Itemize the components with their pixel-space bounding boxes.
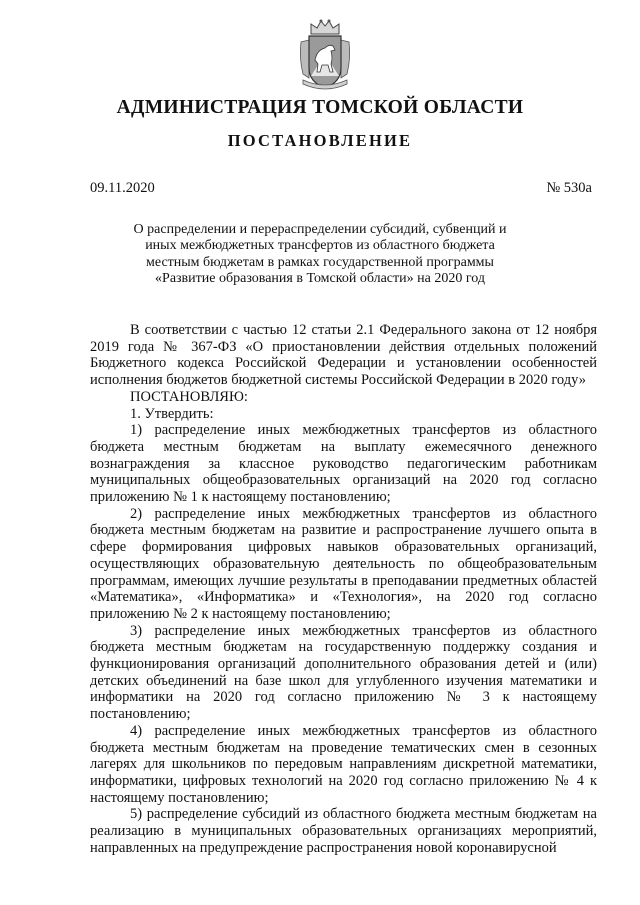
decree-word: ПОСТАНОВЛЯЮ: bbox=[130, 388, 248, 405]
coat-of-arms-icon bbox=[297, 18, 353, 92]
item-1-paragraph: 1. Утвердить: bbox=[130, 405, 214, 422]
subitem-2-paragraph: 2) распределение иных межбюджетных трансфертов из областного бюджета местным бюджетам на развитие и распространение лучшего опыта в сфере формирования цифровых навыков образовательных организаций, осуществляющих образовательную деятельность по общеобразовательным программам, имеющих лучшие результаты в преподавании предметных областей «Математика», «Информатика» и «Технология», на 2020 год согласно приложению № 2 к настоящему постановлению; bbox=[90, 505, 597, 622]
preamble-paragraph: В соответствии с частью 12 статьи 2.1 Федерального закона от 12 ноября 2019 года № 367-ФЗ «О приостановлении действия отдельных положений Бюджетного кодекса Российской Федерации и установлении особенностей исполнения бюджетов бюджетной системы Российской Федерации в 2020 году» bbox=[90, 322, 597, 389]
organization-title: АДМИНИСТРАЦИЯ ТОМСКОЙ ОБЛАСТИ bbox=[116, 97, 524, 118]
subitem-5-paragraph: 5) распределение субсидий из областного бюджета местным бюджетам на реализацию в муниципальных образовательных организациях мероприятий, направленных на предупреждение распространения новой коронавирусной bbox=[90, 806, 597, 856]
document-type: ПОСТАНОВЛЕНИЕ bbox=[227, 131, 413, 150]
subitem-3-paragraph: 3) распределение иных межбюджетных трансфертов из областного бюджета местным бюджетам на государственную поддержку создания и функционирования организаций дополнительного образования детей и (или) детских объединений на базе школ для углубленного изучения математики и информатики на 2020 год согласно приложению № 3 к настоящему постановлению; bbox=[90, 622, 597, 723]
subitem-4-paragraph: 4) распределение иных межбюджетных трансфертов из областного бюджета местным бюджетам на проведение тематических смен в сезонных лагерях для школьников по передовым направлениям дискретной математики, информатики, цифровых технологий на 2020 год согласно приложению № 4 к настоящему постановлению; bbox=[90, 722, 597, 806]
document-subject: О распределении и перераспределении субсидий, субвенций и иных межбюджетных трансфертов из областного бюджета местным бюджетам в рамках государственной программы «Развитие образования в Томской области» на 2020 год bbox=[133, 222, 507, 287]
subitem-1-paragraph: 1) распределение иных межбюджетных трансфертов из областного бюджета местным бюджетам на выплату ежемесячного денежного вознаграждения за классное руководство педагогическим работникам муниципальных общеобразовательных организаций на 2020 год согласно приложению № 1 к настоящему постановлению; bbox=[90, 422, 597, 506]
document-number: № 530а bbox=[546, 180, 592, 196]
document-date: 09.11.2020 bbox=[90, 180, 155, 196]
document-body bbox=[90, 322, 597, 857]
